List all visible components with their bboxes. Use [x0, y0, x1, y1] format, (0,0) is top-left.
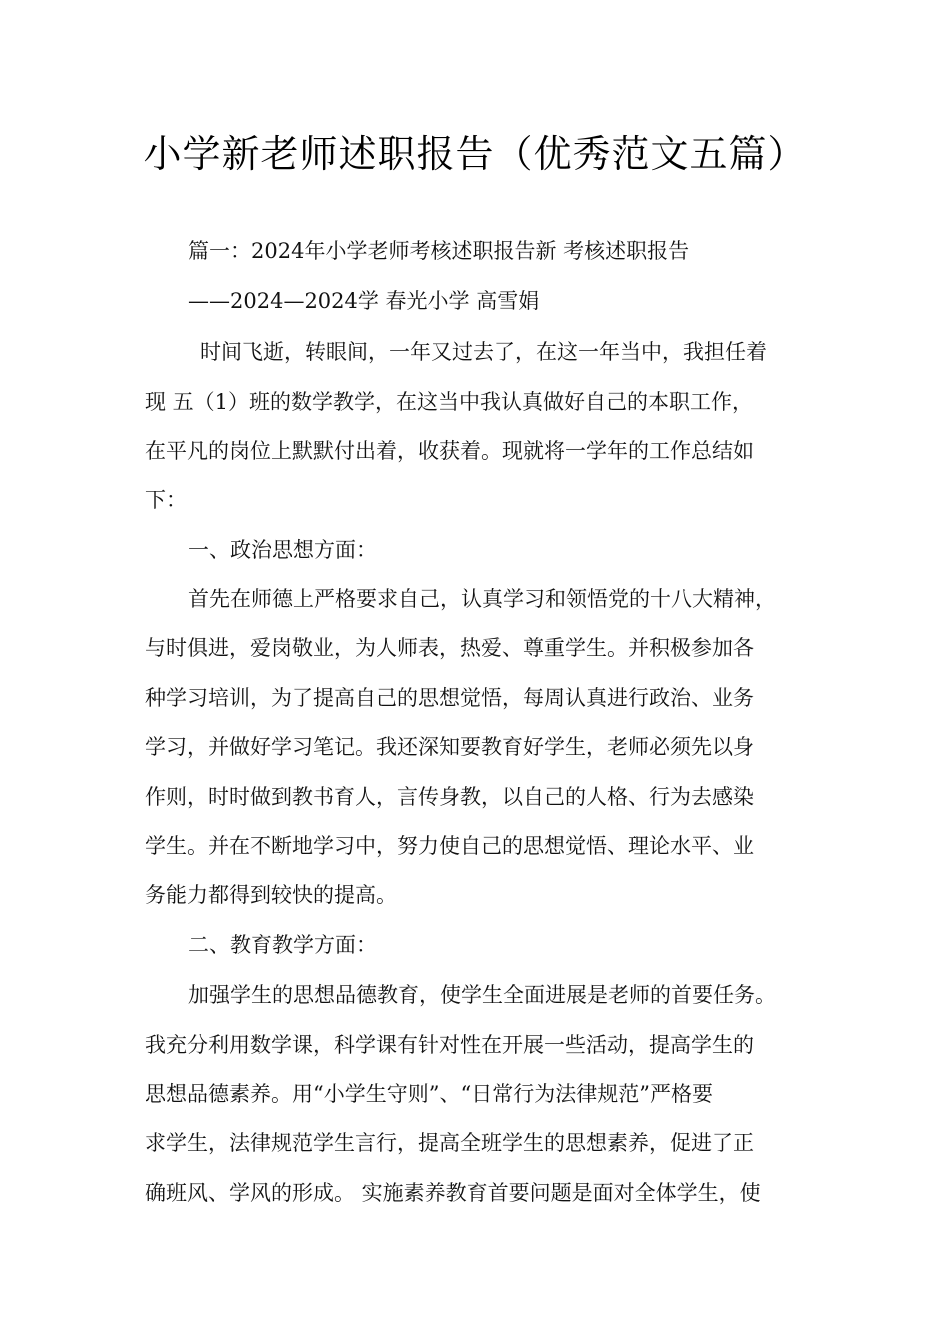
- paragraph-line: 与时俱进，爱岗敬业，为人师表，热爱、尊重学生。并积极参加各: [145, 636, 754, 660]
- paragraph-line: 首先在师德上严格要求自己，认真学习和领悟党的十八大精神，: [188, 587, 776, 611]
- paragraph-line: 种学习培训，为了提高自己的思想觉悟，每周认真进行政治、业务: [145, 686, 754, 710]
- paragraph-line: 我充分利用数学课，科学课有针对性在开展一些活动，提高学生的: [145, 1033, 754, 1057]
- paragraph-line: 学习，并做好学习笔记。我还深知要教育好学生，老师必须先以身: [145, 735, 754, 759]
- paragraph-line: 时间飞逝，转眼间，一年又过去了，在这一年当中，我担任着: [200, 340, 767, 364]
- paragraph-line: 现 五（1）班的数学教学，在这当中我认真做好自己的本职工作，: [145, 390, 754, 414]
- paragraph-line: 下：: [145, 488, 187, 512]
- paragraph-line: 在平凡的岗位上默默付出着，收获着。现就将一学年的工作总结如: [145, 439, 754, 463]
- paragraph-line: 学生。并在不断地学习中，努力使自己的思想觉悟、理论水平、业: [145, 834, 754, 858]
- subheading: 一、政治思想方面：: [188, 538, 377, 562]
- paragraph-line: 作则，时时做到教书育人，言传身教，以自己的人格、行为去感染: [145, 785, 754, 809]
- section-heading: 篇一：2024年小学老师考核述职报告新 考核述职报告: [188, 239, 690, 263]
- author-line: ——2024—2024学 春光小学 高雪娟: [188, 289, 540, 313]
- paragraph-line: 确班风、学风的形成。 实施素养教育首要问题是面对全体学生，使: [145, 1181, 761, 1205]
- paragraph-line: 务能力都得到较快的提高。: [145, 883, 397, 907]
- paragraph-line: 求学生，法律规范学生言行，提高全班学生的思想素养，促进了正: [145, 1131, 754, 1155]
- subheading: 二、教育教学方面：: [188, 933, 377, 957]
- paragraph-line: 加强学生的思想品德教育，使学生全面进展是老师的首要任务。: [188, 983, 776, 1007]
- paragraph-line: 思想品德素养。用“小学生守则”、“日常行为法律规范”严格要: [145, 1082, 713, 1106]
- document-title: 小学新老师述职报告（优秀范文五篇）: [143, 132, 807, 176]
